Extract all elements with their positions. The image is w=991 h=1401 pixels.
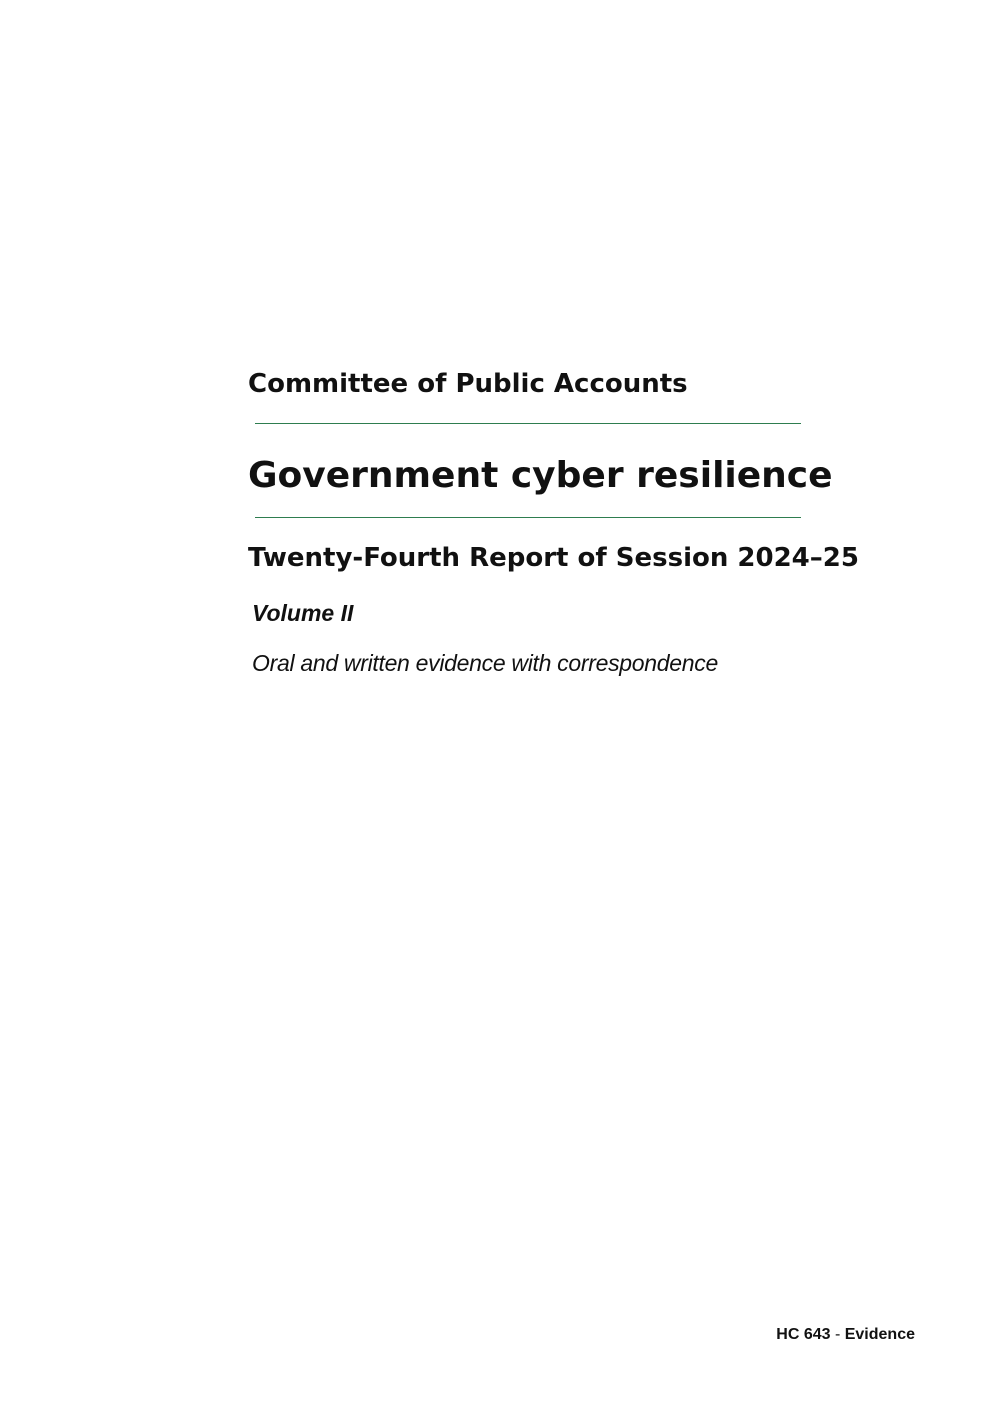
report-session: Twenty-Fourth Report of Session 2024–25 — [248, 543, 859, 573]
divider-bottom — [255, 517, 801, 518]
footer-reference — [776, 1324, 915, 1346]
volume-label: Volume II — [252, 600, 354, 626]
footer-kind: Evidence — [844, 1326, 915, 1343]
committee-name: Committee of Public Accounts — [248, 369, 688, 399]
volume-subtitle: Oral and written evidence with correspondence — [252, 650, 718, 676]
footer-separator: - — [830, 1326, 845, 1343]
divider-top — [255, 423, 801, 424]
hc-number: HC 643 — [776, 1326, 831, 1343]
report-title: Government cyber resilience — [248, 455, 833, 496]
